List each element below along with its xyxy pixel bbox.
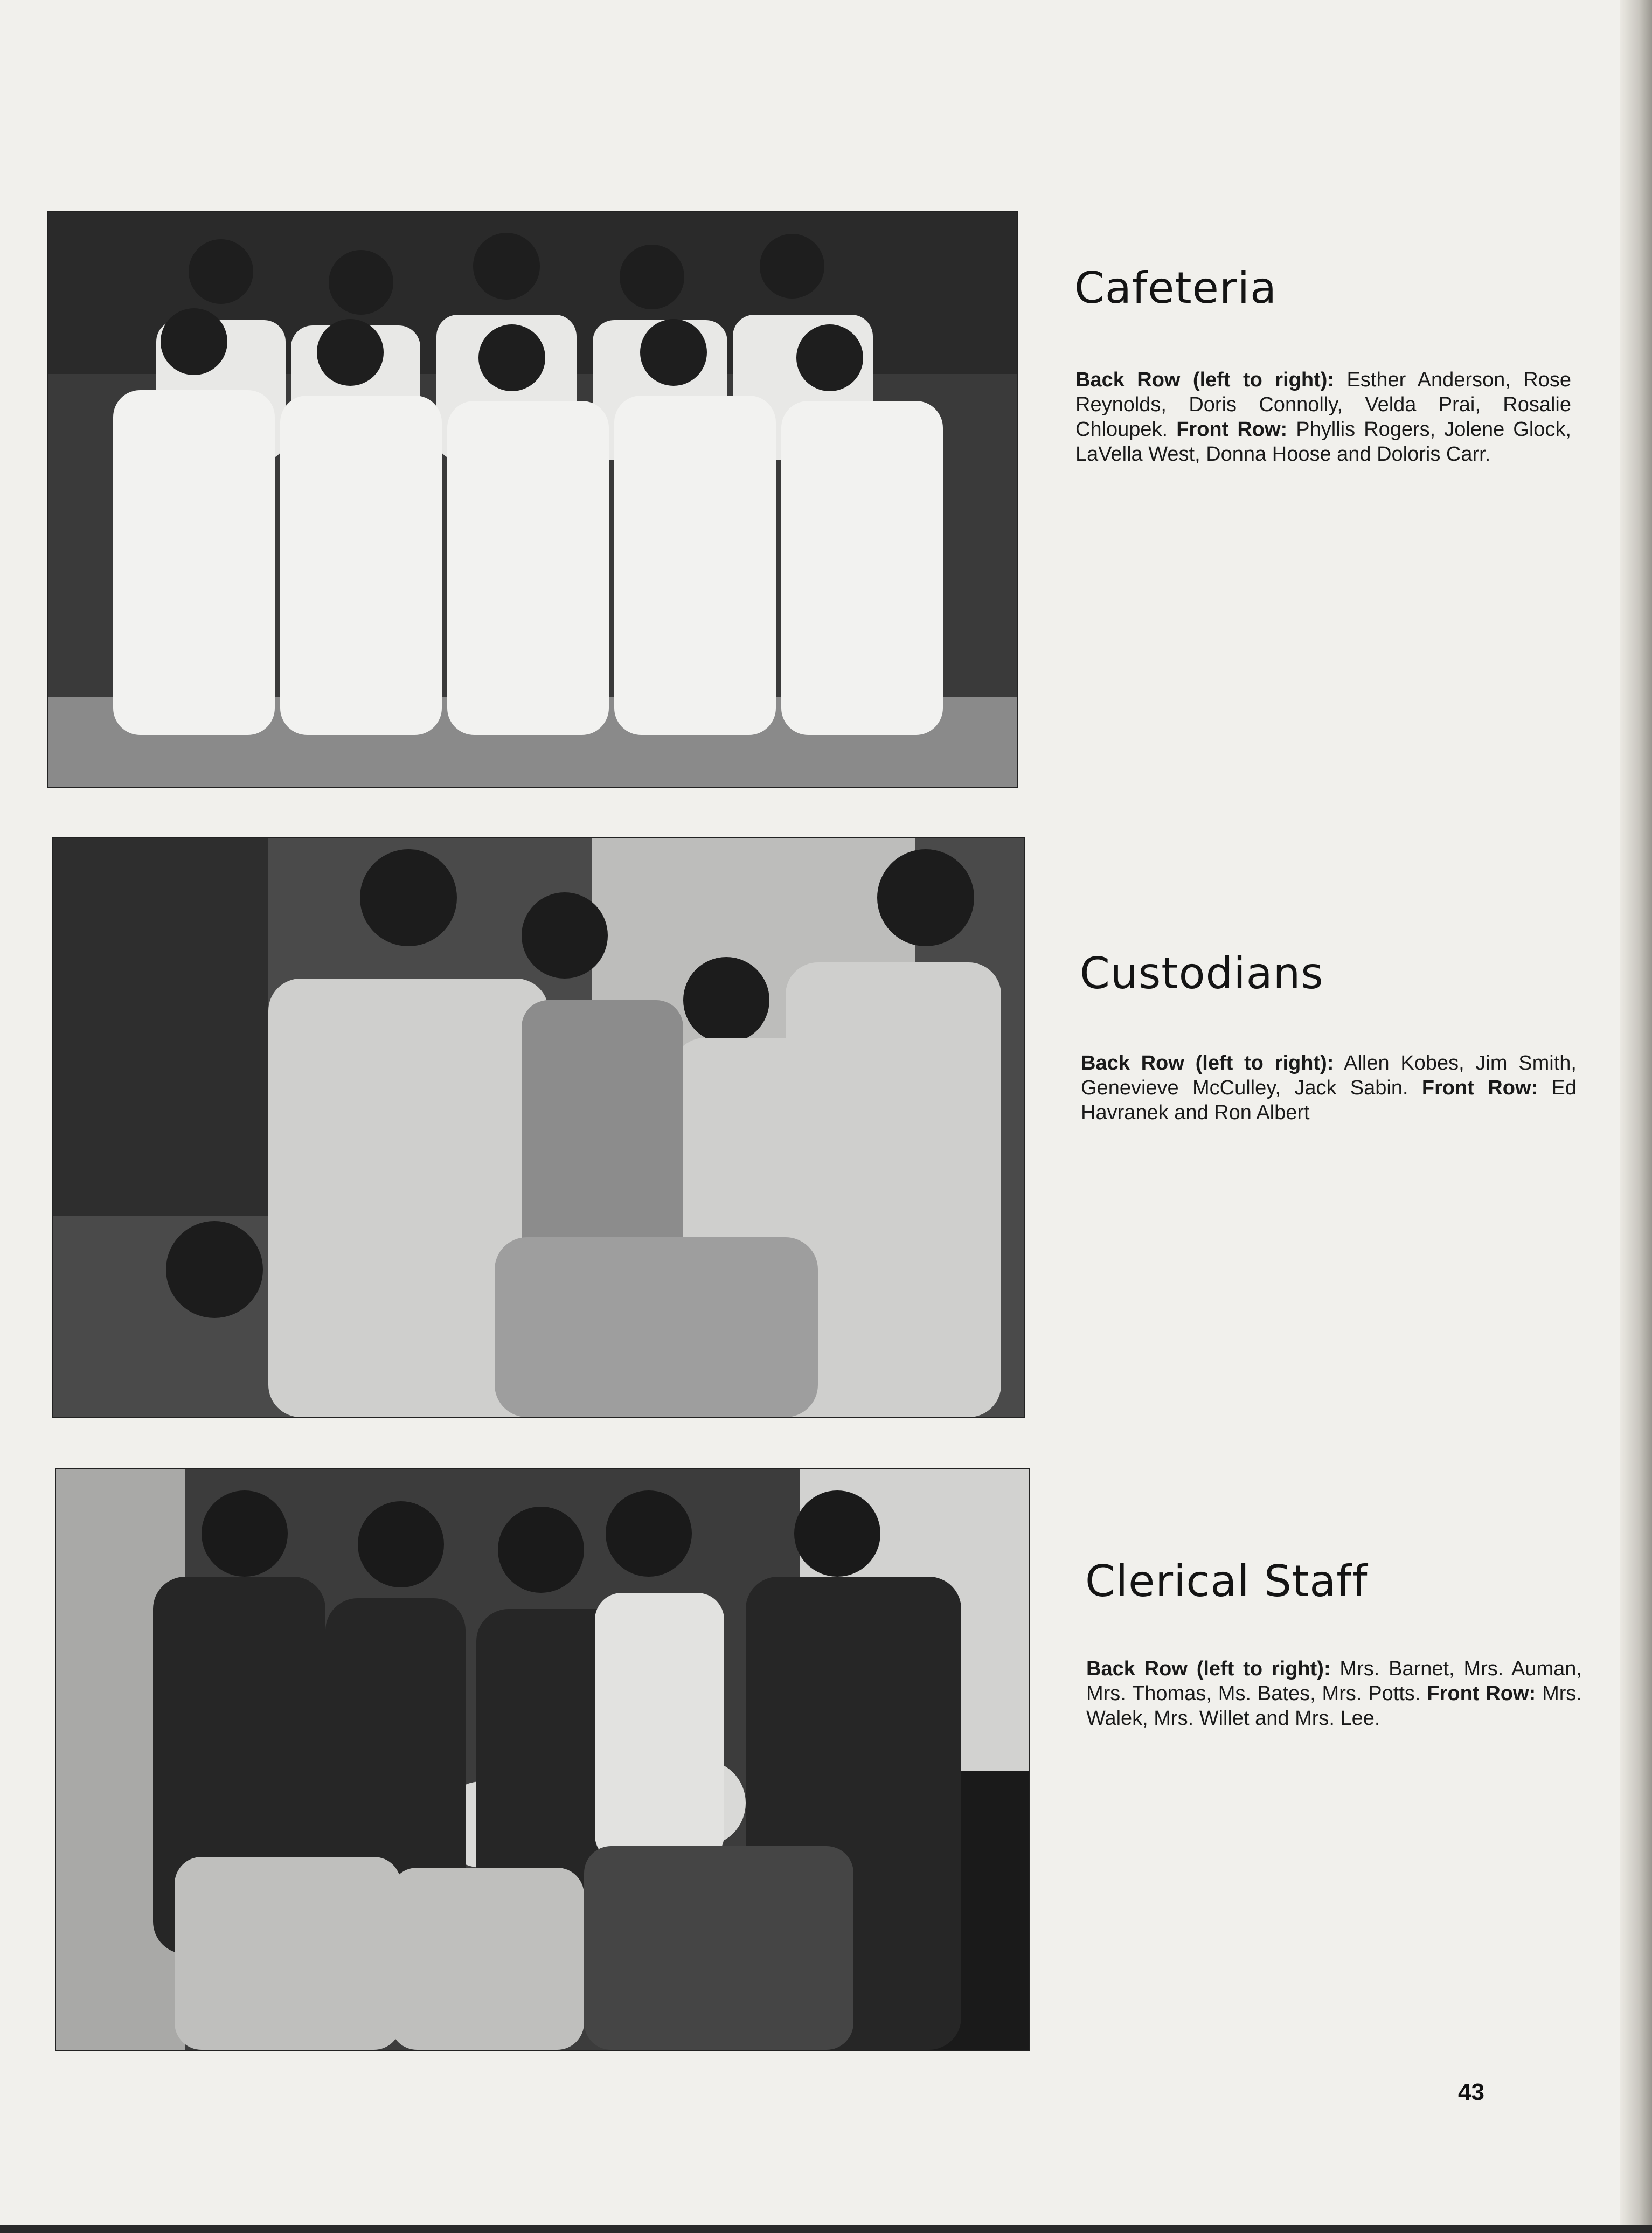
front-row-names: Mrs. Walek, Mrs. Willet and Mrs. Lee. <box>1086 1682 1582 1730</box>
back-row-names: Esther Anderson, Rose Reynolds, Doris Connolly, Velda Prai, Rosalie Chloupek. <box>1075 369 1571 441</box>
page-number: 43 <box>1458 2079 1484 2105</box>
section-title-clerical-staff: Clerical Staff <box>1085 1556 1368 1606</box>
caption-cafeteria <box>1075 367 1571 467</box>
caption-clerical-staff <box>1086 1656 1582 1731</box>
front-row-label: Front Row: <box>1176 418 1288 441</box>
caption-custodians <box>1081 1051 1577 1125</box>
clerical-staff-group-photo <box>56 1469 1029 2050</box>
back-row-names: Mrs. Barnet, Mrs. Auman, Mrs. Thomas, Ms. Bates, Mrs. Potts. <box>1086 1658 1582 1705</box>
section-title-cafeteria: Cafeteria <box>1074 263 1277 313</box>
back-row-label: Back Row (left to right): <box>1086 1658 1331 1680</box>
front-row-names: Ed Havranek and Ron Albert <box>1081 1077 1577 1124</box>
front-row-label: Front Row: <box>1427 1682 1536 1705</box>
back-row-label: Back Row (left to right): <box>1081 1052 1334 1074</box>
page-binding-edge <box>1620 0 1652 2233</box>
back-row-label: Back Row (left to right): <box>1075 369 1335 391</box>
front-row-names: Phyllis Rogers, Jolene Glock, LaVella West, Donna Hoose and Doloris Carr. <box>1075 418 1572 466</box>
page-bottom-edge <box>0 2225 1652 2233</box>
custodians-group-photo <box>53 838 1024 1417</box>
front-row-label: Front Row: <box>1421 1077 1538 1099</box>
cafeteria-group-photo <box>48 212 1017 787</box>
back-row-names: Allen Kobes, Jim Smith, Genevieve McCulley, Jack Sabin. <box>1081 1052 1577 1099</box>
section-title-custodians: Custodians <box>1080 948 1324 998</box>
